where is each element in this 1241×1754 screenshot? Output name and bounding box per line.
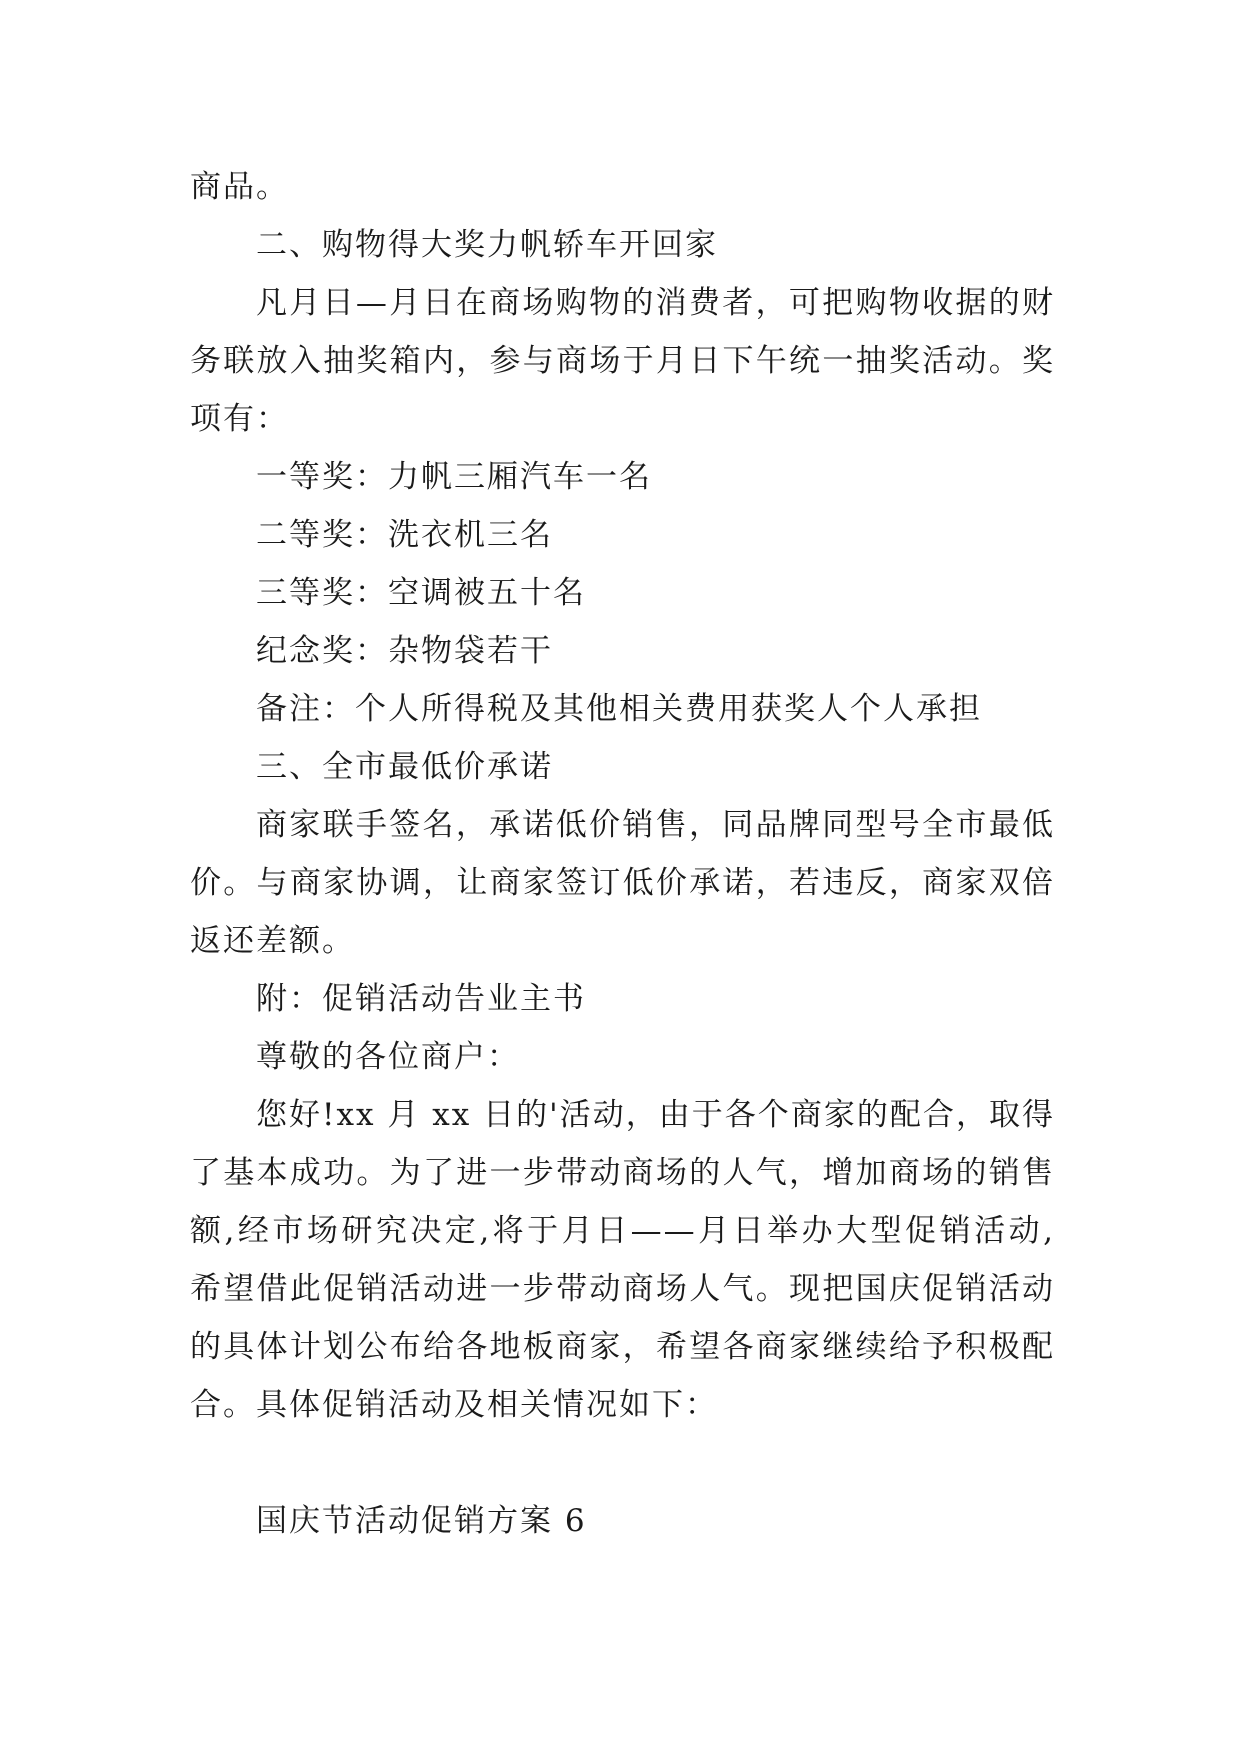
text-line: 合。具体促销活动及相关情况如下： [190,1387,718,1423]
text-line: 商家联手签名，承诺低价销售，同品牌同型号全市最低 [256,807,1055,843]
text-line: 价。与商家协调，让商家签订低价承诺，若违反，商家双倍 [190,865,1055,901]
text-line: 的具体计划公布给各地板商家，希望各商家继续给予积极配 [190,1329,1055,1365]
text-line: 希望借此促销活动进一步带动商场人气。现把国庆促销活动 [190,1271,1055,1307]
text-line: 附：促销活动告业主书 [256,981,586,1017]
text-line: 尊敬的各位商户： [256,1039,520,1075]
text-line: 您好!xx 月 xx 日的'活动，由于各个商家的配合，取得 [256,1097,1055,1133]
text-line: 务联放入抽奖箱内，参与商场于月日下午统一抽奖活动。奖 [190,343,1055,379]
text-line: 三、全市最低价承诺 [256,749,553,785]
text-line: 项有： [190,401,289,437]
text-line: 纪念奖：杂物袋若干 [256,633,553,669]
document-body [190,158,1055,1550]
text-line: 三等奖：空调被五十名 [256,575,586,611]
section-heading: 国庆节活动促销方案 6 [256,1503,587,1539]
text-line: 一等奖：力帆三厢汽车一名 [256,459,652,495]
text-line: 返还差额。 [190,923,355,959]
text-line: 额,经市场研究决定,将于月日——月日举办大型促销活动, [190,1213,1055,1249]
text-line: 商品。 [190,169,289,205]
spacer [190,1434,1055,1492]
text-line: 凡月日—月日在商场购物的消费者，可把购物收据的财 [256,285,1055,321]
text-line: 了基本成功。为了进一步带动商场的人气，增加商场的销售 [190,1155,1055,1191]
text-line: 二、购物得大奖力帆轿车开回家 [256,227,718,263]
text-line: 二等奖：洗衣机三名 [256,517,553,553]
text-line: 备注：个人所得税及其他相关费用获奖人个人承担 [256,691,982,727]
